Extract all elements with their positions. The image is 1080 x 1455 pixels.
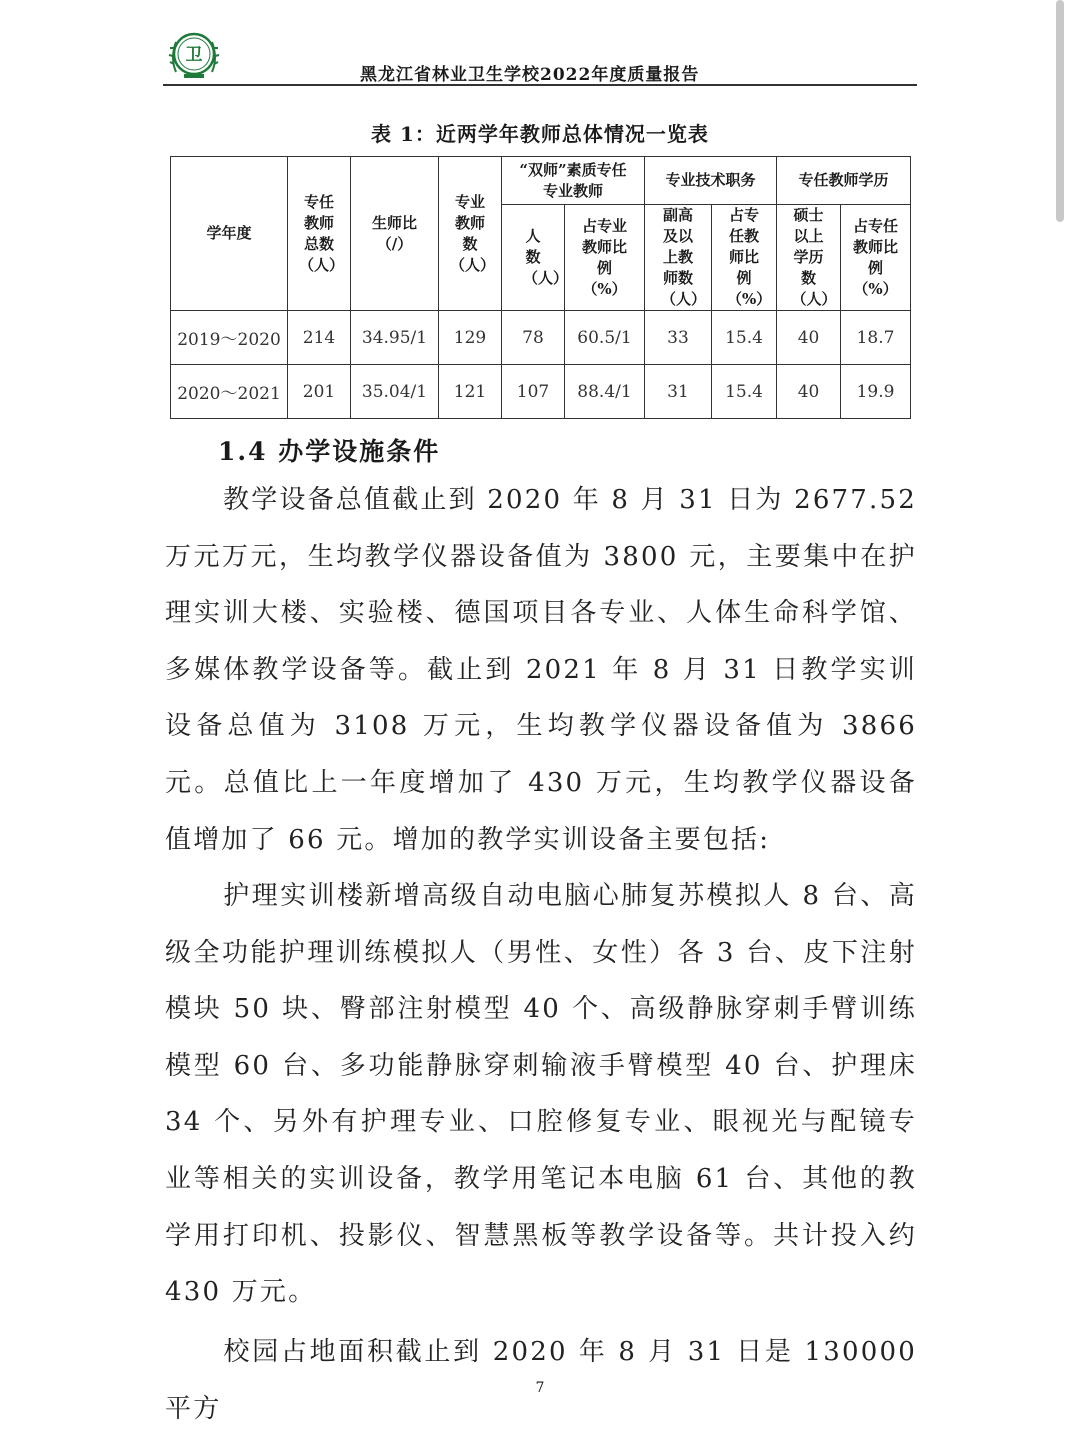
logo-mark: 卫 (185, 45, 203, 65)
header-master-percent: 占专任教师比例（%） (841, 205, 911, 311)
cell-dual-percent: 88.4/1 (565, 365, 645, 419)
header-education-group: 专任教师学历 (777, 157, 911, 205)
vertical-scrollbar[interactable] (1056, 0, 1064, 222)
cell-master-percent: 19.9 (841, 365, 911, 419)
header-senior-percent: 占专任教师比例（%） (712, 205, 777, 311)
table-row (171, 311, 911, 365)
header-student-teacher-ratio: 生师比（/） (351, 157, 439, 311)
school-logo (166, 28, 222, 84)
cell-full-time-total: 201 (288, 365, 351, 419)
header-divider (163, 84, 917, 86)
cell-senior-count: 31 (645, 365, 712, 419)
header-professional-title-group: 专业技术职务 (645, 157, 777, 205)
paragraph-new-equipment: 护理实训楼新增高级自动电脑心肺复苏模拟人 8 台、高级全功能护理训练模拟人（男性、女性）各 3 台、皮下注射模块 50 块、臀部注射模型 40 个、高级静脉穿刺手臂训练模型 60 台、多功能静脉穿刺输液手臂模型 40 台、护理床 34 个、另外有护理专业、口腔修复专业、眼视光与配镜专业等相关的实训设备，教学用笔记本电脑 61 台、其他的教学用打印机、投影仪、智慧黑板等教学设备等。共计投入约 430 万元。 (165, 881, 917, 1308)
cell-year: 2019～2020 (171, 311, 288, 365)
header-dual-percent: 占专业教师比例（%） (565, 205, 645, 311)
table-caption: 表 1：近两学年教师总体情况一览表 (371, 122, 709, 146)
section-heading: 1.4 办学设施条件 (218, 437, 441, 466)
header-dual-count: 人数（人） (502, 205, 565, 311)
header-dual-qualified-group: “双师”素质专任专业教师 (502, 157, 645, 205)
document-header-title: 黑龙江省林业卫生学校2022年度质量报告 (360, 65, 700, 85)
header-full-time-total: 专任教师总数（人） (288, 157, 351, 311)
teacher-overview-table (170, 156, 911, 419)
header-year: 学年度 (171, 157, 288, 311)
cell-year: 2020～2021 (171, 365, 288, 419)
cell-professional: 129 (439, 311, 502, 365)
cell-full-time-total: 214 (288, 311, 351, 365)
header-senior-count: 副高及以上教师数（人） (645, 205, 712, 311)
header-professional-teachers: 专业教师数（人） (439, 157, 502, 311)
paragraph-campus-area: 校园占地面积截止到 2020 年 8 月 31 日是 130000 平方 (165, 1337, 917, 1424)
header-master-count: 硕士以上学历数（人） (777, 205, 841, 311)
cell-dual-percent: 60.5/1 (565, 311, 645, 365)
cell-ratio: 35.04/1 (351, 365, 439, 419)
cell-professional: 121 (439, 365, 502, 419)
cell-senior-count: 33 (645, 311, 712, 365)
cell-ratio: 34.95/1 (351, 311, 439, 365)
cell-dual-count: 78 (502, 311, 565, 365)
cell-dual-count: 107 (502, 365, 565, 419)
table-row (171, 365, 911, 419)
cell-senior-percent: 15.4 (712, 311, 777, 365)
cell-master-count: 40 (777, 311, 841, 365)
cell-master-count: 40 (777, 365, 841, 419)
paragraph-equipment-value: 教学设备总值截止到 2020 年 8 月 31 日为 2677.52 万元万元，生均教学仪器设备值为 3800 元，主要集中在护理实训大楼、实验楼、德国项目各专业、人体生命科学馆、多媒体教学设备等。截止到 2021 年 8 月 31 日教学实训设备总值为 3108 万元，生均教学仪器设备值为 3866 元。总值比上一年度增加了 430 万元，生均教学仪器设备值增加了 66 元。增加的教学实训设备主要包括: (165, 485, 917, 855)
cell-senior-percent: 15.4 (712, 365, 777, 419)
page-number: 7 (535, 1380, 545, 1396)
cell-master-percent: 18.7 (841, 311, 911, 365)
